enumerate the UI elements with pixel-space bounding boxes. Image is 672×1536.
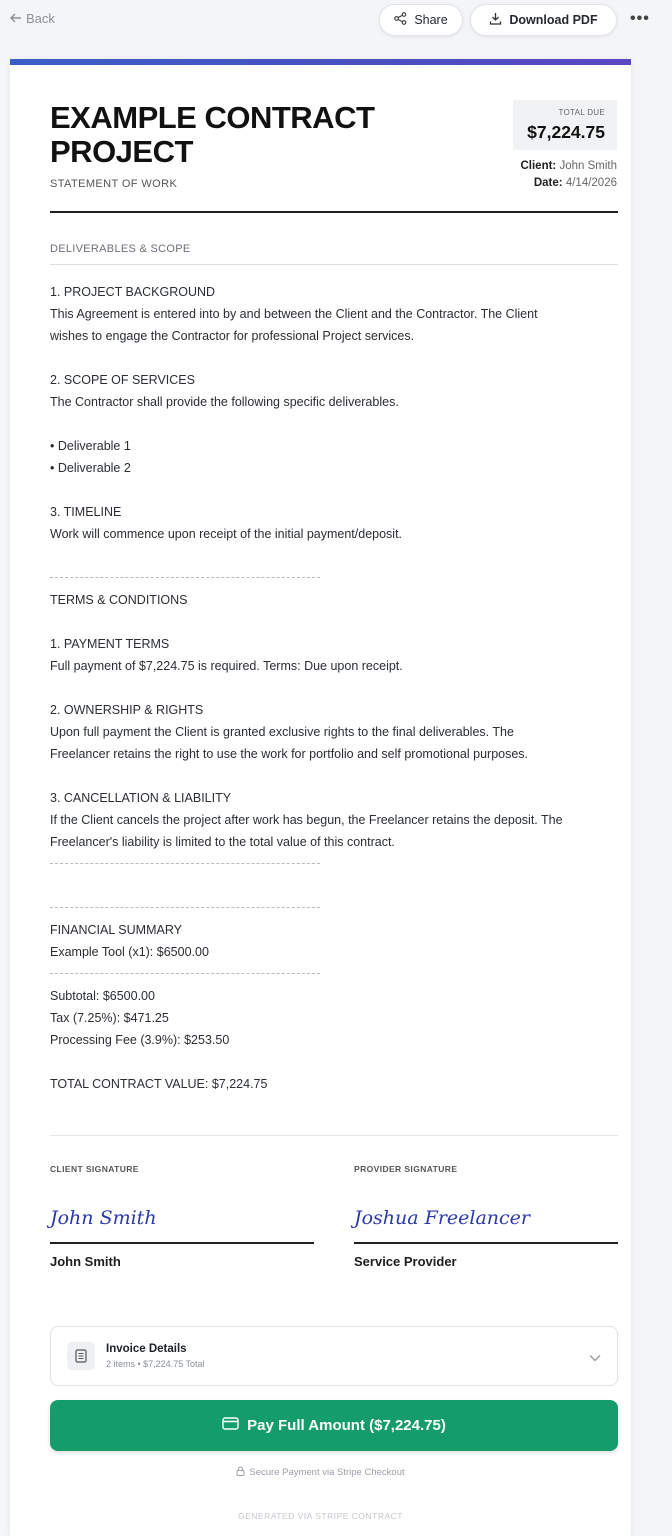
- body-line: If the Client cancels the project after work has begun, the Freelancer retains the deposit. The: [50, 813, 563, 827]
- invoice-title: Invoice Details: [106, 1343, 187, 1355]
- body-line: 2. SCOPE OF SERVICES: [50, 373, 195, 387]
- blank-line: [50, 677, 618, 699]
- provider-signature-line: [354, 1242, 618, 1244]
- date-meta: [534, 177, 617, 189]
- body-line: 1. PAYMENT TERMS: [50, 637, 170, 651]
- contract-body: [50, 281, 618, 1095]
- blank-line: [50, 347, 618, 369]
- blank-line: [50, 765, 618, 787]
- invoice-subtitle: 2 items • $7,224.75 Total: [106, 1359, 205, 1369]
- contract-document: [10, 59, 631, 1536]
- back-label: Back: [26, 11, 55, 26]
- client-meta-value: John Smith: [559, 160, 617, 172]
- blank-line: [50, 413, 618, 435]
- body-line: This Agreement is entered into by and between the Client and the Contractor. The Client: [50, 307, 538, 321]
- total-due-label: TOTAL DUE: [558, 108, 605, 117]
- body-line: TOTAL CONTRACT VALUE: $7,224.75: [50, 1077, 268, 1091]
- blank-line: [50, 1051, 618, 1073]
- lock-icon: [236, 1466, 245, 1479]
- body-line: Work will commence upon receipt of the initial payment/deposit.: [50, 527, 403, 541]
- dashed-separator: [50, 963, 618, 985]
- body-line: Upon full payment the Client is granted exclusive rights to the final deliverables. The: [50, 725, 514, 739]
- blank-line: [50, 545, 618, 567]
- body-line: • Deliverable 2: [50, 461, 131, 475]
- header-divider: [50, 211, 618, 213]
- more-options-icon[interactable]: •••: [630, 10, 650, 27]
- pay-full-amount-button[interactable]: [50, 1400, 618, 1451]
- download-icon: [489, 12, 502, 28]
- total-due-box: [513, 100, 617, 150]
- body-line: 2. OWNERSHIP & RIGHTS: [50, 703, 204, 717]
- client-signature-image: John Smith: [50, 1207, 157, 1229]
- footer-note: GENERATED VIA STRIPE CONTRACT: [237, 1511, 403, 1521]
- accent-bar: [10, 59, 631, 65]
- blank-line: [50, 875, 618, 897]
- download-label: Download PDF: [509, 13, 598, 27]
- share-label: Share: [414, 13, 448, 27]
- dashed-separator: [50, 897, 618, 919]
- provider-signature-image: Joshua Freelancer: [354, 1207, 531, 1229]
- download-pdf-button[interactable]: [470, 4, 617, 36]
- share-button[interactable]: [379, 4, 463, 36]
- body-line: wishes to engage the Contractor for professional Project services.: [50, 329, 415, 343]
- date-meta-label: Date:: [533, 177, 563, 189]
- blank-line: [50, 479, 618, 501]
- total-due-value: $7,224.75: [527, 122, 605, 142]
- client-meta: [520, 160, 617, 172]
- chevron-down-icon: [589, 1349, 601, 1367]
- section-label: DELIVERABLES & SCOPE: [50, 243, 191, 255]
- body-line: Freelancer's liability is limited to the total value of this contract.: [50, 835, 395, 849]
- share-icon: [394, 12, 407, 28]
- client-meta-label: Client:: [520, 160, 557, 172]
- client-signature-name: John Smith: [50, 1254, 121, 1269]
- receipt-icon: [67, 1342, 95, 1370]
- body-line: The Contractor shall provide the following specific deliverables.: [50, 395, 399, 409]
- signature-divider: [50, 1135, 618, 1136]
- body-line: Freelancer retains the right to use the work for portfolio and self promotional purposes.: [50, 747, 529, 761]
- credit-card-icon: [222, 1417, 239, 1434]
- client-signature-line: [50, 1242, 314, 1244]
- pay-button-label: Pay Full Amount ($7,224.75): [247, 1417, 446, 1434]
- body-line: Processing Fee (3.9%): $253.50: [50, 1033, 230, 1047]
- body-line: 3. CANCELLATION & LIABILITY: [50, 791, 232, 805]
- date-meta-value: 4/14/2026: [565, 177, 617, 189]
- top-bar: [0, 0, 672, 40]
- back-button[interactable]: [10, 11, 55, 26]
- body-line: Subtotal: $6500.00: [50, 989, 155, 1003]
- body-line: Full payment of $7,224.75 is required. Terms: Due upon receipt.: [50, 659, 403, 673]
- secure-payment-note: [10, 1466, 631, 1479]
- page-title: EXAMPLE CONTRACT PROJECT: [50, 100, 375, 169]
- dashed-separator: [50, 567, 618, 589]
- invoice-details-toggle[interactable]: [50, 1326, 618, 1386]
- body-line: FINANCIAL SUMMARY: [50, 923, 182, 937]
- page-subtitle: STATEMENT OF WORK: [50, 178, 178, 190]
- client-signature-label: CLIENT SIGNATURE: [50, 1164, 139, 1174]
- body-line: Example Tool (x1): $6500.00: [50, 945, 209, 959]
- arrow-left-icon: [10, 11, 22, 26]
- dashed-separator: [50, 853, 618, 875]
- body-line: TERMS & CONDITIONS: [50, 593, 188, 607]
- provider-signature-name: Service Provider: [354, 1254, 457, 1269]
- section-divider: [50, 264, 618, 265]
- blank-line: [50, 611, 618, 633]
- provider-signature-label: PROVIDER SIGNATURE: [354, 1164, 458, 1174]
- body-line: 1. PROJECT BACKGROUND: [50, 285, 216, 299]
- body-line: 3. TIMELINE: [50, 505, 122, 519]
- body-line: Tax (7.25%): $471.25: [50, 1011, 169, 1025]
- body-line: • Deliverable 1: [50, 439, 131, 453]
- secure-payment-text: Secure Payment via Stripe Checkout: [249, 1467, 405, 1478]
